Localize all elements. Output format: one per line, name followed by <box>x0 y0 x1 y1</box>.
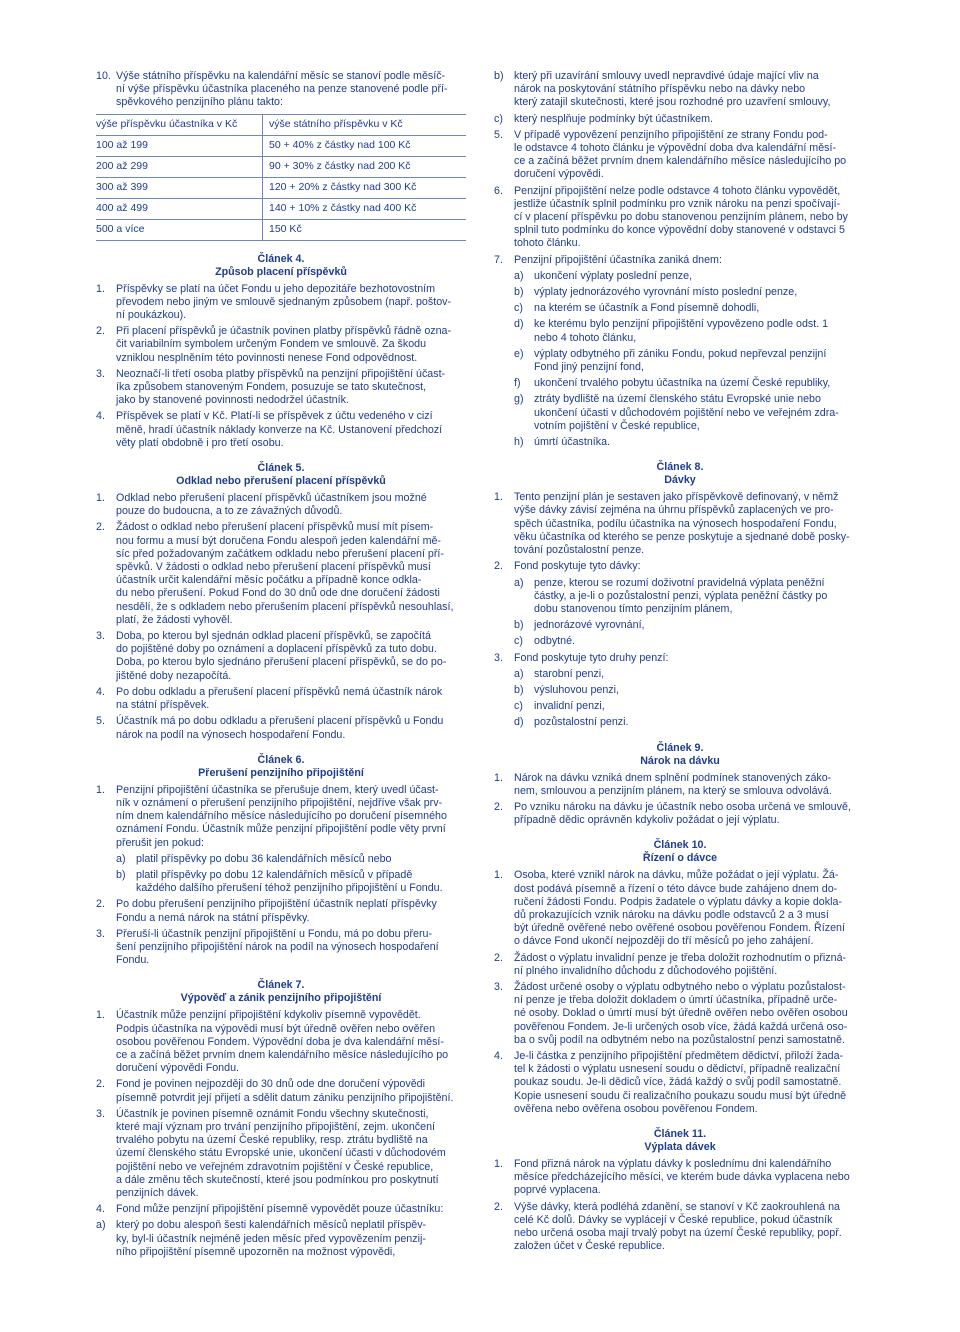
article-title: Dávky <box>664 474 696 487</box>
item-number: 7. <box>494 253 503 266</box>
item-text: výplaty odbytného při zániku Fondu, pokud nepřevzal penzijní Fond jiný penzijní fond, <box>534 347 827 374</box>
item-text: platil příspěvky po dobu 12 kalendářních měsíců v případě každého dalšího přerušení téhož penzijního připojištění u Fondu. <box>136 868 443 895</box>
numbered-item <box>494 952 866 978</box>
item-number: c) <box>494 112 503 125</box>
numbered-item <box>96 686 466 712</box>
sub-item <box>514 577 866 617</box>
item-number: c) <box>514 302 523 315</box>
item-text: ukončení výplaty poslední penze, <box>534 269 693 282</box>
contribution-table <box>96 114 466 241</box>
item-text: výsluhovou penzi, <box>534 683 619 696</box>
article-heading <box>96 754 466 780</box>
item-text: Penzijní připojištění účastníka se přerušuje dnem, který uvedl účast- ník v oznámení o přerušení penzijního připojištění, nejdříve však prv- ním dnem kalendářního měsíce následujícího po doručení písemného oznámení Fondu. Účastník může penzijní připojištění podle věty první přerušit jen pokud: <box>116 783 447 849</box>
numbered-item <box>96 410 466 450</box>
table-cell: 200 až 299 <box>96 160 148 172</box>
numbered-item <box>494 1050 866 1116</box>
item-text: Účastník má po dobu odkladu a přerušení placení příspěvků u Fondu nárok na podíl na výnosech hospodaření Fondu. <box>116 715 444 741</box>
table-row <box>96 219 466 240</box>
numbered-item <box>96 1078 466 1104</box>
item-number: b) <box>116 868 126 881</box>
item-text: Příspěvky se platí na účet Fondu u jeho depozitáře bezhotovostním převodem nebo jiným ve smlouvě sjednaným způsobem (např. poštov- ní poukázkou). <box>116 282 452 322</box>
item-number: 3. <box>96 367 105 380</box>
article-title: Nárok na dávku <box>640 754 720 767</box>
sub-item <box>514 716 866 729</box>
article-number: Článek 11. <box>653 1128 707 1140</box>
numbered-item <box>96 715 466 741</box>
item-text: Po vzniku nároku na dávku je účastník nebo osoba určená ve smlouvě, případně dědic oprávněn kdykoliv požádat o její výplatu. <box>514 800 851 827</box>
article-title: Přerušení penzijního připojištění <box>198 766 364 779</box>
article-heading <box>96 462 466 488</box>
item-number: b) <box>514 619 524 632</box>
numbered-item <box>494 801 866 827</box>
table-header-cell: výše státního příspěvku v Kč <box>263 114 467 135</box>
article-number: Článek 7. <box>257 979 305 992</box>
article-number: Článek 4. <box>257 252 305 265</box>
item-number: b) <box>514 683 524 696</box>
item-text: Odklad nebo přerušení placení příspěvků účastníkem jsou možné pouze do budoucna, a to ze závažných důvodů. <box>116 492 427 518</box>
item-number: a) <box>514 269 524 282</box>
table-row <box>96 135 466 156</box>
item-number: 2. <box>494 951 503 964</box>
item-number: 2. <box>494 1200 503 1213</box>
sub-item <box>514 436 866 449</box>
sub-item <box>514 619 866 632</box>
item-text: Účastník může penzijní připojištění kdykoliv písemně vypovědět. Podpis účastníka na výpovědi musí být úředně ověřen nebo ověřen osobou pověřenou Fondem. Výpovědní doba je dva kalendářní měsí- ce a začíná běžet prvním dnem kalendářního měsíce následujícího po doručení výpovědi Fondu. <box>116 1009 449 1075</box>
article-number: Článek 10. <box>653 839 707 852</box>
item-number: h) <box>514 436 524 449</box>
item-text: Žádost o odklad nebo přerušení placení příspěvků musí mít písem- nou formu a musí být doručena Fondu alespoň jeden kalendářní mě- síc před požadovaným začátkem odkladu nebo přerušení placení pří- spěvků. V žádosti o odklad nebo přerušení placení příspěvků musí účastník určit kalendářní měsíc počátku a případně konce odkla- du nebo přerušení. Pokud Fond do 30 dnů ode dne doručení žádosti nesdělí, že s odkladem nebo přerušením placení příspěvků nesouhlasí, platí, že žádosti vyhověl. <box>116 521 454 626</box>
item-number: f) <box>514 377 521 390</box>
article-title: Výpověď a zánik penzijního připojištění <box>180 992 382 1005</box>
sub-item <box>514 684 866 697</box>
numbered-item <box>96 368 466 408</box>
numbered-item <box>96 325 466 365</box>
item-number: a) <box>96 1219 106 1232</box>
sub-item <box>514 393 866 433</box>
item-text: Tento penzijní plán je sestaven jako příspěvkově definovaný, v němž výše dávky závisí zejména na úhrnu příspěvků zaplacených ve pro- spěch účastníka, podílu účastníka na výnosech hospodaření Fondu, věku účastníka od kterého se penze poskytuje a sjednané době posky- tování pozůstalostní penze. <box>514 491 850 557</box>
numbered-item <box>96 928 466 968</box>
item-text: Je-li částka z penzijního připojištění předmětem dědictví, přiloží žada- tel k žádosti o výplatu usnesení soudu o dědictví, případně realizační poukaz soudu. Je-li dědiců více, žádá každý o svůj podíl samostatně. Kopie usnesení soudu či realizačního poukazu soudu musí být úředně ověřena nebo ověřena osobou pověřenou Fondem. <box>514 1049 847 1115</box>
item-number: 4. <box>96 410 105 423</box>
item-text: Účastník je povinen písemně oznámit Fondu všechny skutečnosti, které mají význam pro trvání penzijního připojištění, zejm. ukončení trvalého pobytu na území České republiky, resp. ztrátu bydliště na území členského státu Evropské unie, ukončení účasti v důchodovém pojištění nebo ve veřejném zdravotním pojištění v České republice, a dále změnu těch skutečností, které jsou podmínkou pro poskytnutí penzijních dávek. <box>116 1107 446 1199</box>
item-number: c) <box>514 700 523 713</box>
numbered-item <box>96 492 466 518</box>
item-text: výplaty jednorázového vyrovnání místo poslední penze, <box>534 286 798 299</box>
item-number: e) <box>514 347 524 360</box>
numbered-item <box>96 70 466 110</box>
numbered-item <box>96 898 466 924</box>
item-number: b) <box>494 70 504 82</box>
item-number: 5. <box>96 715 105 728</box>
item-number: 6. <box>494 184 503 197</box>
item-text: Při placení příspěvků je účastník povinen platby příspěvků řádně ozna- čit variabilním symbolem určeným Fondem ve smlouvě. Za škodu vzniklou nesplněním této povinnosti nenese Fond odpovědnost. <box>116 325 452 364</box>
item-text: ke kterému bylo penzijní připojištění vypovězeno podle odst. 1 nebo 4 tohoto článku, <box>534 318 829 344</box>
item-number: 1. <box>494 771 503 784</box>
item-text: Výše dávky, která podléhá zdanění, se stanoví v Kč zaokrouhlená na celé Kč dolů. Dávky se vyplácejí v České republice, pokud účastník nebo určená osoba mají trvalý pobyt na území České republiky, popř. založen účet v České republice. <box>514 1200 842 1253</box>
item-number: 2. <box>96 898 105 911</box>
item-number: 3. <box>494 980 503 993</box>
item-text: který po dobu alespoň šesti kalendářních měsíců neplatil příspěv- ky, byl-li účastník nejméně jeden měsíc před vypovězením penzij- ního připojištění písemně upozorněn na možnost výpovědi, <box>116 1219 427 1258</box>
item-text: Příspěvek se platí v Kč. Platí-li se příspěvek z účtu vedeného v cizí měně, hradí účastník náklady konverze na Kč. Ustanovení předchozí věty platí obdobně i pro třetí osobu. <box>116 410 443 449</box>
numbered-item <box>494 772 866 798</box>
left-column <box>96 70 466 1262</box>
sub-item <box>514 348 866 374</box>
article-number: Článek 8. <box>656 461 704 474</box>
item-number: g) <box>514 393 524 406</box>
item-text: ukončení trvalého pobytu účastníka na území České republiky, <box>534 377 831 390</box>
item-number: 1. <box>96 783 105 796</box>
table-cell: 400 až 499 <box>96 202 148 214</box>
item-number: 10. <box>96 70 111 82</box>
item-text: který nesplňuje podmínky být účastníkem. <box>514 112 714 125</box>
sub-item <box>514 286 866 299</box>
article-number: Článek 9. <box>656 741 704 754</box>
numbered-item <box>494 1201 866 1254</box>
item-text: Fond je povinen nejpozději do 30 dnů ode dne doručení výpovědi písemně potvrdit její přijetí a sdělit datum zániku penzijního připojištění. <box>116 1078 454 1104</box>
item-text: jednorázové vyrovnání, <box>534 619 645 632</box>
table-cell: 120 + 20% z částky nad 300 Kč <box>263 177 467 198</box>
item-text: Osoba, které vznikl nárok na dávku, může požádat o její výplatu. Žá- dost podává písemně a řízení o této dávce bude zahájeno dnem do- ručení žádosti Fondu. Podpis žadatele o výplatu dávky a kopie dokla- dů prokazujících vznik nároku na dávku podle odstavců 2 a 3 musí být úředně ověřené nebo ověřené osobou pověřenou Fondem. Řízení o dávce Fond ukončí nejpozději do tří měsíců po jeho zahájení. <box>514 869 845 948</box>
item-number: 4. <box>96 685 105 698</box>
article-title: Řízení o dávce <box>642 852 718 865</box>
right-column <box>494 70 866 1256</box>
item-number: 1. <box>96 282 105 295</box>
numbered-item <box>96 1108 466 1200</box>
item-number: 4. <box>96 1203 105 1216</box>
item-number: 2. <box>494 560 503 573</box>
item-text: Fond může penzijní připojištění písemně vypovědět pouze účastníku: <box>116 1203 444 1216</box>
article-number: Článek 6. <box>257 753 305 766</box>
item-number: 2. <box>96 325 105 338</box>
item-number: b) <box>514 286 524 299</box>
table-cell: 150 Kč <box>263 219 467 240</box>
sub-item <box>116 869 466 895</box>
table-cell: 500 a více <box>96 223 145 235</box>
table-cell: 140 + 10% z částky nad 400 Kč <box>263 198 467 219</box>
numbered-item <box>494 1158 866 1198</box>
numbered-item <box>96 521 466 627</box>
sub-item <box>514 377 866 390</box>
item-text: Neoznačí-li třetí osoba platby příspěvků na penzijní připojištění účast- íka způsobem stanoveným Fondem, posuzuje se tato skutečnost, jako by stanovené povinnosti nedodržel účastník. <box>116 367 446 407</box>
item-text: pozůstalostní penzi. <box>534 716 629 729</box>
item-text: Po dobu odkladu a přerušení placení příspěvků nemá účastník nárok na státní příspěvek. <box>116 685 443 712</box>
numbered-item <box>96 1219 466 1259</box>
table-cell: 90 + 30% z částky nad 200 Kč <box>263 156 467 177</box>
item-number: a) <box>116 852 126 865</box>
numbered-item <box>494 981 866 1047</box>
sub-item <box>514 668 866 681</box>
item-number: a) <box>514 576 524 589</box>
item-text: na kterém se účastník a Fond písemně dohodli, <box>534 302 760 315</box>
item-text: odbytné. <box>534 635 576 648</box>
article-heading <box>96 253 466 279</box>
item-text: Nárok na dávku vzniká dnem splnění podmínek stanovených záko- nem, smlouvou a penzijním plánem, na který se smlouva odvolává. <box>514 771 832 797</box>
numbered-item <box>494 113 866 126</box>
sub-item <box>514 700 866 713</box>
table-row <box>96 156 466 177</box>
item-text: Výše státního příspěvku na kalendářní měsíc se stanoví podle měsíč- ní výše příspěvku účastníka placeného na penze stanovené podle pří- spěvkového penzijního plánu takto: <box>116 70 448 109</box>
item-text: Žádost o výplatu invalidní penze je třeba doložit rozhodnutím o přizná- ní plného invalidního důchodu z důchodového pojištění. <box>514 951 847 977</box>
item-text: Fond poskytuje tyto druhy penzí: <box>514 651 669 664</box>
article-title: Způsob placení příspěvků <box>215 265 347 278</box>
article-title: Výplata dávek <box>644 1141 716 1153</box>
item-number: 1. <box>494 1158 503 1170</box>
item-text: Žádost určené osoby o výplatu odbytného nebo o výplatu pozůstalost- ní penze je třeba doložit dokladem o úmrtí účastníka, případně urče- né osoby. Doklad o úmrtí musí být úředně ověřen nebo ověřen osobou pověřenou Fondem. Je-li určených osob více, žádá každá určená oso- ba o svůj podíl na odbytném nebo na pozůstalostní penzi samostatně. <box>514 980 848 1046</box>
item-number: 2. <box>96 1078 105 1091</box>
sub-item <box>514 635 866 648</box>
item-number: 3. <box>494 651 503 664</box>
article-heading <box>494 839 866 865</box>
item-text: V případě vypovězení penzijního připojištění ze strany Fondu pod- le odstavce 4 tohoto článku je výpovědní doba dva kalendářní měsí- ce a začíná běžet prvním dnem kalendářního měsíce následujícího po doručení výpovědi. <box>514 128 847 181</box>
item-number: c) <box>514 635 523 648</box>
item-number: a) <box>514 667 524 680</box>
item-number: 1. <box>96 492 105 505</box>
numbered-item <box>494 70 866 110</box>
sub-item <box>514 302 866 315</box>
numbered-item <box>494 869 866 948</box>
item-number: 2. <box>494 800 503 813</box>
item-number: 5. <box>494 128 503 141</box>
item-number: d) <box>514 318 524 331</box>
table-header-cell: výše příspěvku účastníka v Kč <box>96 118 238 130</box>
article-number: Článek 5. <box>257 462 305 475</box>
item-number: 2. <box>96 521 105 534</box>
item-number: 3. <box>96 927 105 940</box>
item-number: d) <box>514 716 524 729</box>
sub-item <box>514 318 866 344</box>
sub-item <box>514 270 866 283</box>
article-heading <box>494 742 866 768</box>
table-cell: 50 + 40% z částky nad 100 Kč <box>263 135 467 156</box>
item-number: 3. <box>96 1107 105 1120</box>
numbered-item <box>494 254 866 267</box>
numbered-item <box>96 630 466 683</box>
item-number: 1. <box>494 869 503 882</box>
item-text: platil příspěvky po dobu 36 kalendářních měsíců nebo <box>136 852 392 865</box>
item-text: invalidní penzi, <box>534 700 605 713</box>
item-text: starobní penzi, <box>534 667 605 680</box>
sub-item <box>116 853 466 866</box>
item-number: 4. <box>494 1049 503 1062</box>
numbered-item <box>96 1203 466 1216</box>
article-heading <box>494 1128 866 1154</box>
numbered-item <box>96 1009 466 1075</box>
table-cell: 300 až 399 <box>96 181 148 193</box>
item-text: Penzijní připojištění účastníka zaniká dnem: <box>514 253 722 266</box>
item-text: Fond přizná nárok na výplatu dávky k poslednímu dni kalendářního měsíce předcházejícího měsíci, ve kterém bude dávka vyplacena nebo poprvé vyplacena. <box>514 1158 850 1197</box>
item-number: 1. <box>96 1009 105 1022</box>
numbered-item <box>96 784 466 850</box>
numbered-item <box>494 491 866 557</box>
article-heading <box>494 461 866 487</box>
article-title: Odklad nebo přerušení placení příspěvků <box>176 475 386 488</box>
numbered-item <box>96 283 466 323</box>
numbered-item <box>494 129 866 182</box>
table-row <box>96 198 466 219</box>
table-header-row <box>96 114 466 135</box>
numbered-item <box>494 652 866 665</box>
item-text: Doba, po kterou byl sjednán odklad placení příspěvků, se započítá do pojištěné doby po oznámení a doplacení příspěvků za tuto dobu. Doba, po kterou bylo sjednáno přerušení placení příspěvků, se do po- jištěné doby nezapočítá. <box>116 630 447 682</box>
article-heading <box>96 979 466 1005</box>
item-number: 1. <box>494 491 503 504</box>
item-text: Přeruší-li účastník penzijní připojištění u Fondu, má po dobu přeru- šení penzijního připojištění nárok na podíl na výnosech hospodaření Fondu. <box>116 927 439 967</box>
item-text: úmrtí účastníka. <box>534 436 611 449</box>
item-text: penze, kterou se rozumí doživotní pravidelná výplata peněžní částky, a je-li o pozůstalostní penzi, výplata peněžní částky po dobu stanovenou tímto penzijním plánem, <box>534 576 828 615</box>
item-number: 3. <box>96 630 105 643</box>
item-text: ztráty bydliště na území členského státu Evropské unie nebo ukončení účasti v důchodovém pojištění nebo ve veřejném zdra- votním pojištění v České republice, <box>534 393 839 432</box>
item-text: Fond poskytuje tyto dávky: <box>514 560 641 573</box>
item-text: Penzijní připojištění nelze podle odstavce 4 tohoto článku vypovědět, jestliže účastník splnil podmínku pro vznik nároku na penzi spočívají- cí v placení příspěvku po dobu stanovenou penzijním plánem, nebo by splnil tuto podmínku do konce výpovědní doby stanovené v odstavci 5 tohoto článku. <box>514 184 848 250</box>
numbered-item <box>494 185 866 251</box>
item-text: Po dobu přerušení penzijního připojištění účastník neplatí příspěvky Fondu a nemá nárok na státní příspěvky. <box>116 898 437 924</box>
numbered-item <box>494 560 866 573</box>
table-row <box>96 177 466 198</box>
table-cell: 100 až 199 <box>96 139 148 151</box>
item-text: který při uzavírání smlouvy uvedl nepravdivé údaje mající vliv na nárok na poskytování státního příspěvku nebo na dávky nebo který zatajil skutečnosti, které jsou rozhodné pro uzavření smlouvy, <box>514 70 831 109</box>
